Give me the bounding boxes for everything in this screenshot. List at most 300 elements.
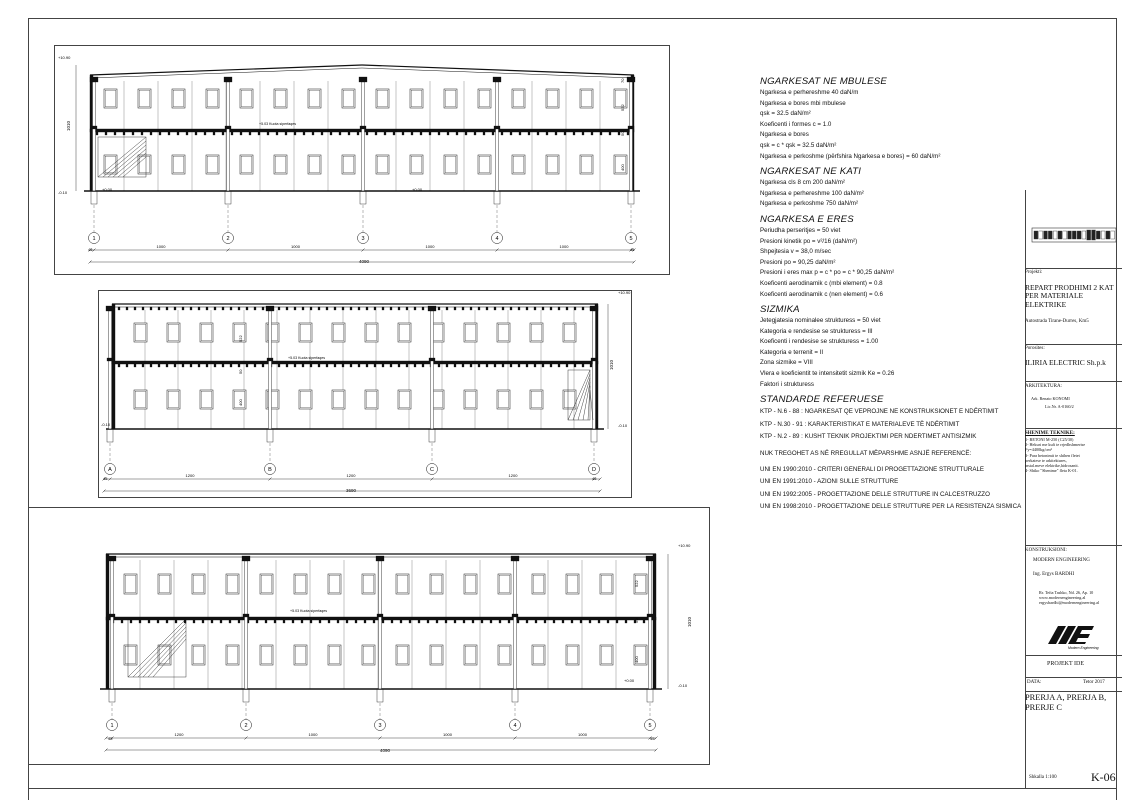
floor-rib <box>398 364 400 367</box>
column <box>379 561 382 689</box>
floor-loads-title: NGARKESAT NE KATI <box>760 166 862 178</box>
column-corbel <box>377 614 383 617</box>
legend-cell <box>1101 231 1105 239</box>
tech-note-line: instal.meve elektrike,hidrosanit. <box>1025 463 1079 469</box>
window-lower <box>546 155 559 174</box>
scale-label: Shkalla 1:100 <box>1029 775 1057 780</box>
footing <box>267 429 273 442</box>
tech-note-line: 2- Hekuri me kufi te rrjedhshmerise <box>1025 442 1086 448</box>
floor-rib <box>294 132 296 135</box>
window-upper <box>546 89 559 108</box>
roof-rib <box>398 307 400 310</box>
column-corbel <box>628 126 634 129</box>
dim-lower: 400 <box>634 656 639 663</box>
tech-notes-label: SHENIME TEKNIKE: <box>1025 431 1075 436</box>
grid-label: C <box>430 467 434 473</box>
floor-rib <box>321 132 323 135</box>
floor-rib <box>96 132 98 135</box>
floor-rib <box>393 132 395 135</box>
roof-rib <box>334 307 336 310</box>
window-upper <box>430 574 443 594</box>
column <box>245 561 248 689</box>
notes-wind-line: Presioni kinetik po = v²/16 (daN/m²) <box>760 237 858 245</box>
footing <box>109 689 115 702</box>
floor-rib <box>186 132 188 135</box>
window-lower <box>464 390 477 409</box>
seismic-title: SIZMIKA <box>760 304 800 316</box>
window-upper <box>328 574 341 594</box>
roof-rib <box>350 307 352 310</box>
sheet-title-block <box>1025 693 1122 713</box>
total-length: 4090 <box>359 259 370 264</box>
legend-cell <box>1072 231 1076 239</box>
floor-rib <box>454 364 456 367</box>
floor-rib <box>319 620 321 623</box>
edge-dim-right: 45 <box>592 476 597 481</box>
section-drawing-middle <box>98 290 638 500</box>
floor-rib <box>114 132 116 135</box>
notes-roof-line: Ngarkesa e perkoshme (përfshira Ngarkesa e bores) = 60 daN/m² <box>760 152 941 160</box>
window-upper <box>206 89 219 108</box>
floor-rib <box>229 620 231 623</box>
floor-rib <box>190 364 192 367</box>
tb-sep-8 <box>1025 691 1122 692</box>
floor-rib <box>132 132 134 135</box>
floor-rib <box>274 620 276 623</box>
column-head <box>646 556 654 561</box>
column-corbel <box>360 126 366 129</box>
tech-note-line: 3- Para betonimit te shihen fletet <box>1025 452 1080 458</box>
span-dim: 1000 <box>425 244 435 249</box>
notes-floor-line: Ngarkesa e perhereshme 100 daN/m² <box>760 189 864 197</box>
project-label: Projekti: <box>1025 270 1043 275</box>
floor-rib <box>350 364 352 367</box>
roof-rib <box>182 307 184 310</box>
floor-rib <box>105 132 107 135</box>
window-lower <box>396 645 409 665</box>
window-upper <box>226 574 239 594</box>
column-head <box>493 77 501 82</box>
roof-rib <box>422 307 424 310</box>
notes-roof-line: Ngarkesa e bores mbi mbulese <box>760 99 846 107</box>
floor-rib <box>166 620 168 623</box>
modern-engineering-logo <box>1044 624 1104 650</box>
tb-sep-6 <box>1025 655 1122 656</box>
window-upper <box>566 574 579 594</box>
window-lower <box>365 390 378 409</box>
roof-rib <box>262 307 264 310</box>
client-label: Porosites: <box>1025 346 1045 351</box>
dim-total-height: 1010 <box>687 616 692 627</box>
window-upper <box>362 574 375 594</box>
floor-rib <box>150 132 152 135</box>
window-upper <box>172 89 185 108</box>
roof-rib <box>518 307 520 310</box>
window-lower <box>294 645 307 665</box>
roof-rib <box>246 307 248 310</box>
sheet-title: PRERJA A, PRERJA B, PRERJE C <box>1025 693 1107 712</box>
roof-rib <box>310 307 312 310</box>
dim-upper: 522 <box>238 335 243 342</box>
column <box>593 311 596 429</box>
project-block <box>1025 270 1122 325</box>
dim-roof: 70 <box>620 78 625 83</box>
architect-label: ARKITEKTURA: <box>1025 384 1062 389</box>
floor-rib <box>490 620 492 623</box>
floor-rib <box>334 364 336 367</box>
floor-rib <box>517 620 519 623</box>
floor-rib <box>492 132 494 135</box>
roof-rib <box>118 307 120 310</box>
floor-rib <box>265 620 267 623</box>
floor-slab <box>112 361 598 364</box>
window-lower <box>138 155 151 174</box>
notes-standards-line: KTP - N.30 - 91 : KARAKTERISTIKAT E MATERIALEVE TË NDËRTIMIT <box>760 420 960 428</box>
uni-references-list <box>760 464 1025 514</box>
column-head <box>359 77 367 82</box>
phase-label: PROJEKT IDE <box>1047 661 1085 667</box>
floor-rib <box>574 364 576 367</box>
logo-caption: Modern Engineering <box>1068 646 1099 650</box>
scale-block <box>1025 772 1122 784</box>
roof-rib <box>438 307 440 310</box>
floor-rib <box>357 132 359 135</box>
floor-rib <box>168 132 170 135</box>
column-head <box>224 77 232 82</box>
notes-wind-line: Shpejtesia v = 38,0 m/sec <box>760 248 832 256</box>
window-lower <box>498 645 511 665</box>
roof-rib <box>254 307 256 310</box>
floor-rib <box>339 132 341 135</box>
notes-seismic-line: Faktori i strukturess <box>760 380 814 388</box>
legend-cell <box>1068 231 1072 239</box>
floor-rib <box>562 620 564 623</box>
floor-note: +5.03 Kuota siperfaqes <box>259 122 297 126</box>
roof-rib <box>470 307 472 310</box>
window-lower <box>410 155 423 174</box>
floor-rib <box>463 620 465 623</box>
floor-rib <box>510 132 512 135</box>
floor-rib <box>382 620 384 623</box>
window-lower <box>600 645 613 665</box>
floor-rib <box>535 620 537 623</box>
window-upper <box>134 323 147 342</box>
floor-rib <box>326 364 328 367</box>
floor-rib <box>486 364 488 367</box>
date-block <box>1025 680 1122 690</box>
dim-mid: 50 <box>238 369 243 374</box>
tech-notes-list <box>1025 437 1122 473</box>
floor-rib <box>544 620 546 623</box>
floor-rib <box>278 364 280 367</box>
level-ground-label: -0.10 <box>678 683 688 688</box>
window-upper <box>530 323 543 342</box>
notes-seismic-line: Jetegjatesia nominalee strukturess = 50 viet <box>760 317 881 325</box>
tech-note-line: perkatese te arkitektures, <box>1025 457 1067 463</box>
roof-rib <box>174 307 176 310</box>
floor-rib <box>591 132 593 135</box>
legend-cell <box>1111 231 1115 239</box>
stair-line <box>143 631 186 677</box>
floor-rib <box>294 364 296 367</box>
floor-rib <box>222 364 224 367</box>
window-lower <box>299 390 312 409</box>
floor-rib <box>436 620 438 623</box>
legend-cell <box>1082 231 1086 239</box>
window-lower <box>226 645 239 665</box>
column <box>227 82 230 191</box>
column-head <box>242 556 250 561</box>
floor-rib <box>267 132 269 135</box>
column-head <box>376 556 384 561</box>
floor-rib <box>553 620 555 623</box>
floor-rib <box>627 132 629 135</box>
window-lower <box>430 645 443 665</box>
roof-rib <box>566 307 568 310</box>
column <box>109 311 112 429</box>
constructor-label: KONSTRUKSIONI: <box>1025 548 1067 553</box>
floor-rib <box>142 364 144 367</box>
span-dim: 1000 <box>308 732 318 737</box>
window-upper <box>365 323 378 342</box>
floor-rib <box>337 620 339 623</box>
floor-rib <box>182 364 184 367</box>
floor-rib <box>256 620 258 623</box>
notes-standards-line: KTP - N.2 - 89 : KUSHT TEKNIK PROJEKTIMI PER NDERTIMET ANTISIZMIK <box>760 433 977 441</box>
floor-rib <box>474 132 476 135</box>
dim-upper: 522 <box>620 104 625 111</box>
floor-rib <box>276 132 278 135</box>
legend-cell <box>1039 231 1043 239</box>
roof-rib <box>358 307 360 310</box>
floor-rib <box>238 364 240 367</box>
floor-rib <box>202 620 204 623</box>
footing <box>360 191 366 204</box>
floor-rib <box>157 620 159 623</box>
grid-label: 2 <box>226 236 230 242</box>
floor-rib <box>126 364 128 367</box>
tech-notes-block <box>1025 431 1122 473</box>
floor-rib <box>318 364 320 367</box>
legend-cell <box>1106 231 1110 239</box>
floor-rib <box>555 132 557 135</box>
floor-rib <box>494 364 496 367</box>
footing <box>243 689 249 702</box>
floor-rib <box>328 620 330 623</box>
window-upper <box>294 574 307 594</box>
floor-rib <box>589 620 591 623</box>
window-lower <box>134 390 147 409</box>
window-upper <box>512 89 525 108</box>
span-dim: 1200 <box>346 473 356 478</box>
window-lower <box>512 155 525 174</box>
window-lower <box>444 155 457 174</box>
floor-rib <box>510 364 512 367</box>
floor-rib <box>240 132 242 135</box>
floor-rib <box>198 364 200 367</box>
project-location: Autostrada Tirane-Durres, Km5 <box>1025 319 1089 325</box>
window-lower <box>566 645 579 665</box>
floor-rib <box>643 620 645 623</box>
floor-note: +5.03 Kuota siperfaqes <box>290 609 328 613</box>
dim-lower: 400 <box>238 399 243 406</box>
window-upper <box>376 89 389 108</box>
notes-roof-line: Ngarkesa e bores <box>760 131 809 139</box>
architect-name: Ark. Renato KONOMI <box>1031 396 1070 401</box>
dim-total-height: 1010 <box>609 359 614 370</box>
floor-rib <box>206 364 208 367</box>
roof-rib <box>550 307 552 310</box>
window-upper <box>498 574 511 594</box>
engineer-name: Ing. Ergys BARDHI <box>1033 572 1075 577</box>
floor-rib <box>358 364 360 367</box>
tb-sep-2 <box>1025 344 1122 345</box>
footing <box>107 429 113 442</box>
floor-rib <box>204 132 206 135</box>
tb-sep-5 <box>1025 545 1122 546</box>
span-dim: 1000 <box>291 244 300 249</box>
floor-rib <box>456 132 458 135</box>
floor-rib <box>418 620 420 623</box>
roof-rib <box>342 307 344 310</box>
roof-rib <box>446 307 448 310</box>
floor-rib <box>330 132 332 135</box>
window-upper <box>167 323 180 342</box>
column-corbel <box>107 358 113 361</box>
roof-line <box>90 65 362 75</box>
roof-rib <box>142 307 144 310</box>
floor-rib <box>571 620 573 623</box>
window-lower <box>362 645 375 665</box>
roof-rib <box>542 307 544 310</box>
architect-license: Lic.Nr. A-0160/2 <box>1045 404 1074 410</box>
floor-rib <box>283 620 285 623</box>
span-dim: 1000 <box>443 732 452 737</box>
grid-label: 5 <box>629 236 633 242</box>
roof-rib <box>494 307 496 310</box>
contact-line: ergysbardhi@modernengineering.al <box>1039 600 1100 606</box>
floor-rib <box>303 132 305 135</box>
floor-rib <box>310 620 312 623</box>
window-upper <box>396 574 409 594</box>
floor-rib <box>616 620 618 623</box>
column <box>649 561 652 689</box>
floor-rib <box>519 132 521 135</box>
floor-rib <box>409 620 411 623</box>
floor-rib <box>406 364 408 367</box>
floor-rib <box>230 364 232 367</box>
window-lower <box>342 155 355 174</box>
grid-label: 1 <box>110 723 114 729</box>
grid-label: B <box>268 467 272 473</box>
window-upper <box>266 323 279 342</box>
floor-rib <box>546 132 548 135</box>
level-ground-label: -0.10 <box>58 190 68 195</box>
roof-rib <box>214 307 216 310</box>
architect-block <box>1025 384 1122 409</box>
floor-rib <box>573 132 575 135</box>
legend-cell <box>1058 231 1062 239</box>
floor-rib <box>600 132 602 135</box>
roof-rib <box>510 307 512 310</box>
floor-rib <box>310 364 312 367</box>
window-lower <box>308 155 321 174</box>
window-upper <box>138 89 151 108</box>
footing <box>91 191 97 204</box>
roof-rib <box>150 307 152 310</box>
window-upper <box>274 89 287 108</box>
floor-rib <box>582 132 584 135</box>
edge-dim-left: 45 <box>103 476 108 481</box>
floor-rib <box>355 620 357 623</box>
column <box>111 561 114 689</box>
notes-seismic-line: Vlera e koeficientit te intensitetit sizmik Ke = 0.26 <box>760 370 895 378</box>
notes-roof-line: qsk = 32.5 daN/m² <box>760 110 811 118</box>
notes-uni-line: UNI EN 1991:2010 - AZIONI SULLE STRUTTURE <box>760 478 899 486</box>
notes-seismic-line: Kategoria e rendesise se strukturess = III <box>760 327 873 335</box>
edge-dim-left: 45 <box>88 247 93 252</box>
roof-rib <box>526 307 528 310</box>
roof-rib <box>582 307 584 310</box>
roof-rib <box>190 307 192 310</box>
level-top-label: +10.90 <box>58 55 71 60</box>
floor-rib <box>222 132 224 135</box>
floor-rib <box>526 620 528 623</box>
window-lower <box>124 645 137 665</box>
roof-rib <box>454 307 456 310</box>
sheet-border-top <box>28 18 1116 19</box>
floor-rib <box>483 132 485 135</box>
column-corbel <box>494 126 500 129</box>
column-corbel <box>225 126 231 129</box>
floor-rib <box>213 132 215 135</box>
floor-rib <box>422 364 424 367</box>
floor-note: +5.03 Kuota siperfaqes <box>288 356 326 360</box>
floor-rib <box>150 364 152 367</box>
window-lower <box>192 645 205 665</box>
window-upper <box>342 89 355 108</box>
project-name: REPART PRODHIMI 2 KAT PER MATERIALE ELEKTRIKE <box>1025 283 1114 309</box>
floor-rib <box>177 132 179 135</box>
column <box>496 82 499 191</box>
roof-rib <box>478 307 480 310</box>
legend-cell <box>1048 231 1052 239</box>
contact-line: www.modernengineering.al <box>1039 595 1086 601</box>
floor-rib <box>130 620 132 623</box>
floor-rib <box>175 620 177 623</box>
floor-rib <box>465 132 467 135</box>
floor-rib <box>258 132 260 135</box>
date-label: DATA: <box>1027 680 1042 685</box>
roof-loads-title: NGARKESAT NE MBULESE <box>760 76 887 87</box>
grid-label: 3 <box>378 723 382 729</box>
notes-wind-line: Presioni po = 90,25 daN/m² <box>760 258 836 266</box>
window-lower <box>497 390 510 409</box>
floor-rib <box>478 364 480 367</box>
floor-rib <box>598 620 600 623</box>
floor-rib <box>590 364 592 367</box>
dim-mid: 50 <box>620 131 625 136</box>
floor-rib <box>312 132 314 135</box>
window-upper <box>158 574 171 594</box>
window-upper <box>398 323 411 342</box>
window-lower <box>274 155 287 174</box>
floor-rib <box>231 132 233 135</box>
window-lower <box>332 390 345 409</box>
floor-rib <box>400 620 402 623</box>
roof-line <box>362 65 634 75</box>
floor-rib <box>446 364 448 367</box>
